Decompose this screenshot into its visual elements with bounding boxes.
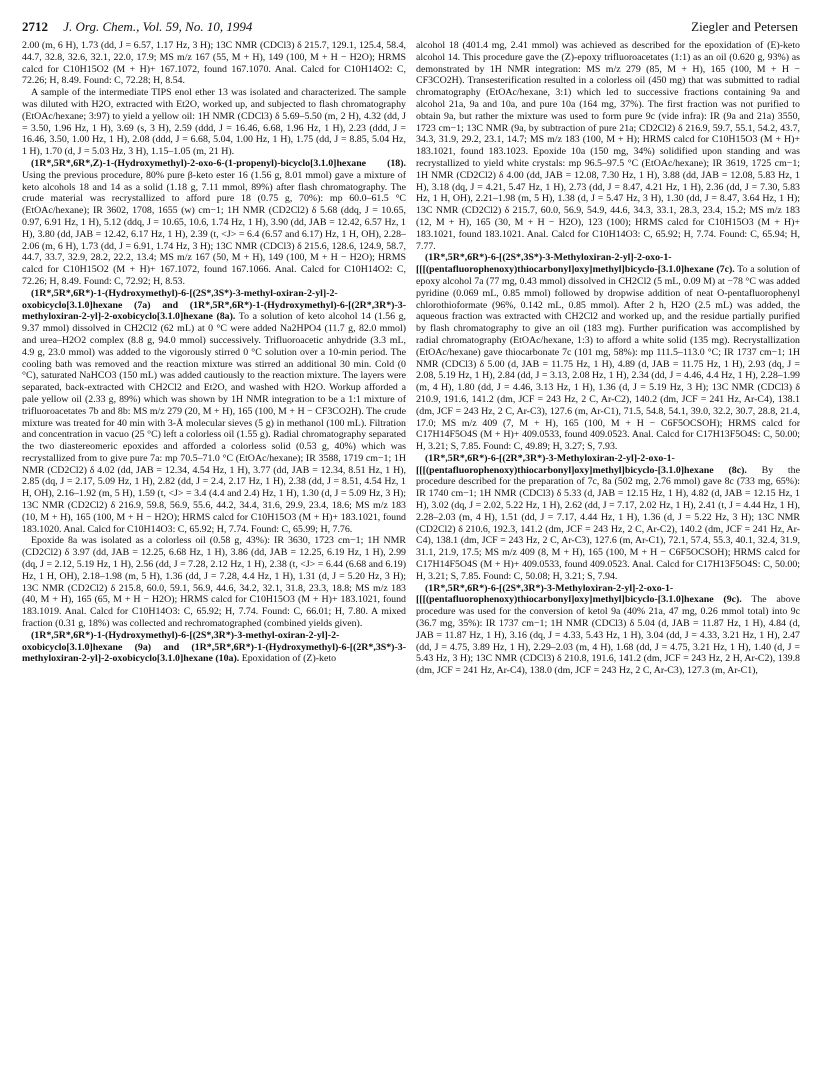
- compound-paragraph: [416, 453, 800, 583]
- compound-heading: (1R*,5R*,6R*)-1-(Hydroxymethyl)-6-[(2S*,3S*)-3-methyl-oxiran-2-yl]-2-oxobicyclo[3.1.0]hexane (7a) and (1R*,5R*,6R*)-1-(Hydroxymethyl)-6-[(2R*,3R*)-3-methyloxiran-2-yl]-2-oxobicyclo[3.1.0]hexane (8a).: [22, 287, 406, 323]
- compound-paragraph: [22, 288, 406, 536]
- journal-citation: J. Org. Chem., Vol. 59, No. 10, 1994: [63, 19, 253, 34]
- paragraph-body: Epoxidation of (Z)-keto: [239, 653, 337, 665]
- paragraph-body: By the procedure described for the preparation of 7c, 8a (502 mg, 2.76 mmol) gave 8c (733 mg, 65%): IR 1740 cm−1; 1H NMR (CDCl3) δ 5.33 (d, JAB = 12.15 Hz, 1 H), 4.82 (d, JAB = 12.15 Hz, 1 H), 3.02 (dq, J = 2.02, 5.22 Hz, 1 H), 2.62 (dd, J = 7.17, 2.02 Hz, 1 H), 2.41 (t, J = 4.44 Hz, 1 H), 2.28–2.03 (m, 4 H), 1.51 (dd, J = 7.17, 4.44 Hz, 1 H), 1.36 (d, J = 5.22 Hz, 3 H); 13C NMR (CD2Cl2) δ 210.6, 192.3, 141.2 (dm, JCF = 243 Hz, 2 C, Ar-C2), 140.2 (dm, JCF = 241 Hz, Ar-C4), 138.1 (dm, JCF = 243 Hz, 2 C, Ar-C3), 127.6 (m, Ar-C1), 72.1, 57.4, 55.3, 40.1, 32.4, 31.9, 31.1, 21.9, 17.5; MS m/z 409 (8, M + H), 165 (100, M + H − C6F5OCSOH); HRMS calcd for C17H14F5O4S (M + H)+ 409.0533, found 409.0523. Anal. Calcd for C17H13F5O4S: C, 50.00; H, 3.21; S, 7.85. Found: C, 50.08; H, 3.21; S, 7.94.: [416, 464, 800, 582]
- paragraph: alcohol 18 (401.4 mg, 2.41 mmol) was achieved as described for the epoxidation of (E)-keto alcohol 14. This procedure gave the (Z)-epoxy trifluoroacetates (1:1) as an oil (0.620 g, 93%) as demonstrated by 1H NMR integration: MS m/z 279 (85, M + H), 165 (100, M + H − CF3CO2H). Transesterification resulted in a colorless oil (450 mg) that was submitted to radial chromatography (EtOAc/hexane, 3:1) which led to successive fractions containing 9a and alcohol 21a, 9a and 10a, and pure 10a (164 mg, 37%). The first fraction was not purified to obtain 9a, but rather the mixture was used to form pure 9c (vide infra): IR (9a and 21a) 3550, 1723 cm−1; 13C NMR (9a, by subtraction of pure 21a; CD2Cl2) δ 216.9, 59.7, 55.1, 54.2, 43.7, 34.3, 31.9, 29.2, 23.1, 14.7; MS m/z 183 (100, M + H); HRMS calcd for C10H15O3 (M + H)+ 183.1021, found 183.1023. Epoxide 10a (150 mg, 34%) solidified upon standing and was recrystallized to yield white crystals: mp 96.5–97.5 °C (EtOAc/hexane); IR 3619, 1725 cm−1; 1H NMR (CD2Cl2) δ 4.00 (dd, JAB = 12.08, 7.30 Hz, 1 H), 3.88 (dd, JAB = 12.08, 5.83 Hz, 1 H), 3.18 (dq, J = 4.21, 5.47 Hz, 1 H), 2.73 (dd, J = 8.47, 4.21 Hz, 1 H), 2.36 (dd, J = 7.30, 5.83 Hz, 1 H, OH), 2.21–1.98 (m, 5 H), 1.38 (d, J = 5.47 Hz, 3 H), 1.30 (dd, J = 8.47, 3.64 Hz, 1 H); 13C NMR (CD2Cl2) δ 215.7, 60.0, 56.9, 54.9, 44.6, 34.3, 33.1, 28.3, 23.4, 15.2; MS m/z 183 (12, M + H), 165 (30, M + H − H2O), 123 (100); HRMS calcd for C10H15O3 (M + H)+ 183.1021, found 183.1021. Anal. Calcd for C10H14O3: C, 65.92; H, 7.74. Found: C, 65.94; H, 7.77.: [416, 40, 800, 252]
- right-column: [416, 40, 800, 1050]
- paragraph: Epoxide 8a was isolated as a colorless oil (0.58 g, 43%): IR 3630, 1723 cm−1; 1H NMR (CD2Cl2) δ 3.97 (dd, JAB = 12.25, 6.68 Hz, 1 H), 3.86 (dd, JAB = 12.25, 6.19 Hz, 1 H), 2.99 (dq, J = 2.12, 5.19 Hz, 1 H), 2.56 (dd, J = 7.28, 2.12 Hz, 1 H), 2.38 (t, <J> = 6.44 (6.68 and 6.19) Hz, 1 H, OH), 2.18–1.98 (m, 5 H), 1.36 (dd, J = 7.28, 4.4 Hz, 1 H), 1.31 (d, J = 5.20 Hz, 3 H); 13C NMR (CD2Cl2) δ 215.8, 60.0, 59.1, 56.9, 44.6, 34.2, 32.1, 31.8, 23.3, 18.8; MS m/z 183 (40, M + H), 165 (65, M + H − H2O); HRMS calcd for C10H15O3 (M + H)+ 183.1021, found 183.1019. Anal. Calcd for C10H14O3: C, 65.92; H, 7.74. Found: C, 66.01; H, 7.80. A mixed fraction (0.31 g, 18%) was collected and rechromatographed (combined yields given).: [22, 535, 406, 630]
- paragraph-body: The above procedure was used for the conversion of ketol 9a (40% 21a, 47 mg, 0.26 mmol total) into 9c (36.7 mg, 35%): IR 1737 cm−1; 1H NMR (CDCl3) δ 5.04 (d, JAB = 11.87 Hz, 1 H), 4.84 (d, JAB = 11.87 Hz, 1 H), 3.16 (dq, J = 4.33, 5.43 Hz, 1 H), 3.04 (dd, J = 4.33, 3.21 Hz, 1 H), 2.47 (dd, J = 4.75, 3.89 Hz, 1 H), 2.29–2.03 (m, 4 H), 1.68 (dd, J = 4.75, 3.21 Hz, 1 H), 1.40 (d, J = 5.43 Hz, 3 H); 13C NMR (CDCl3) δ 210.8, 191.6, 141.2 (dm, JCF = 243 Hz, 2 H, Ar-C2), 139.8 (dm, JCF = 241 Hz, Ar-C4), 138.0 (dm, JCF = 243 Hz, 2 C, Ar-C3), 127.3 (m, Ar-C1),: [416, 594, 800, 677]
- page-header: [22, 18, 798, 36]
- compound-heading: (1R*,5R*,6R*,Z)-1-(Hydroxymethyl)-2-oxo-6-(1-propenyl)-bicyclo[3.1.0]hexane (18).: [31, 157, 406, 169]
- compound-paragraph: [22, 158, 406, 288]
- paragraph-body: Using the previous procedure, 80% pure β-keto ester 16 (1.56 g, 8.01 mmol) gave a mixture of keto alcohols 18 and 14 as a solid (1.18 g, 7.11 mmol, 89%) after flash chromatography. The crude material was recrystallized to afford pure 18 (0.75 g, 70%): mp 60.0–61.5 °C (EtOAc/hexane); IR 3602, 1708, 1655 (w) cm−1; 1H NMR (CD2Cl2) δ 5.68 (ddq, J = 10.65, 0.97, 6.91 Hz, 1 H), 5.12 (ddq, J = 10.65, 10.6, 1.74 Hz, 1 H), 3.90 (dd, JAB = 12.42, 6.57 Hz, 1 H), 3.80 (dd, JAB = 12.42, 6.17 Hz, 1 H), 2.39 (t, <J> = 6.4 (6.57 and 6.17) Hz, 1 H, OH), 2.28–2.06 (m, 6 H), 1.73 (dd, J = 6.91, 1.74 Hz, 3 H); 13C NMR (CDCl3) δ 215.6, 128.6, 124.9, 58.7, 44.7, 33.7, 32.9, 28.2, 22.2, 13.4; MS m/z 167 (50, M + H), 149 (100, M + H − H2O); HRMS calcd for C10H15O2 (M + H)+ 167.1072, found 167.1066. Anal. Calcd for C10H14O2: C, 72.26; H, 8.49. Found: C, 72.92; H, 8.53.: [22, 169, 406, 287]
- compound-heading: (1R*,5R*,6R*)-6-[(2S*,3S*)-3-Methyloxiran-2-yl]-2-oxo-1-[[[(pentafluorophenoxy)thiocarbonyl]oxy]methyl]bicyclo-[3.1.0]hexane (7c).: [416, 252, 735, 276]
- page-number: 2712: [22, 19, 48, 34]
- paragraph: A sample of the intermediate TIPS enol ether 13 was isolated and characterized. The sample was diluted with H2O, extracted with Et2O, worked up, and subjected to flash chromatography (EtOAc/hexane; 3:97) to yield a yellow oil: 1H NMR (CDCl3) δ 5.69–5.50 (m, 2 H), 4.32 (dd, J = 3.50, 1.96 Hz, 1 H), 3.69 (s, 3 H), 2.59 (ddd, J = 16.46, 6.68, 1.96 Hz, 1 H), 2.23 (ddd, J = 16.46, 3.50, 1.00 Hz, 1 H), 2.08 (ddd, J = 6.68, 5.04, 1.00 Hz, 1 H), 1.75 (dd, J = 8.85, 5.04 Hz, 1 H), 1.70 (d, J = 5.03 Hz, 3 H), 1.15–1.05 (m, 21 H).: [22, 87, 406, 158]
- compound-heading: (1R*,5R*,6R*)-6-[(2S*,3R*)-3-Methyloxiran-2-yl]-2-oxo-1-[[[(pentafluorophenoxy)thiocarbonyl]oxy]methyl]bicyclo-[3.1.0]hexane (9c).: [416, 582, 742, 606]
- paragraph-body: To a solution of epoxy alcohol 7a (77 mg, 0.43 mmol) dissolved in CH2Cl2 (5 mL, 0.09 M) at −78 °C was added pyridine (0.069 mL, 0.85 mmol) followed by dropwise addition of neat O-pentafluorophenyl chlorothioformate (96%, 0.142 mL, 0.85 mmol). After 2 h, H2O (2.5 mL) was added, the aqueous fraction was extracted with CH2Cl2 and worked up, and the residue partially purified by flash chromatography to give an oil (183 mg). Further purification was accomplished by radial chromatography (EtOAc/hexane, 1:3) to afford a white solid (135 mg). Recrystallization (EtOAc/hexane) gave thiocarbonate 7c (101 mg, 58%): mp 111.5–113.0 °C; IR 1737 cm−1; 1H NMR (CDCl3) δ 5.00 (d, JAB = 11.75 Hz, 1 H), 4.89 (d, JAB = 11.75 Hz, 1 H), 2.93 (dq, J = 2.08, 5.19 Hz, 1 H), 2.84 (dd, J = 3.13, 2.08 Hz, 1 H), 2.34 (dd, J = 4.46, 4.4 Hz, 1 H), 2.28–1.99 (m, 4 H), 1.80 (dd, J = 4.46, 3.13 Hz, 1 H), 1.36 (d, J = 5.19 Hz, 3 H); 13C NMR (CDCl3) δ 210.9, 191.6, 141.2 (dm, JCF = 243 Hz, 2 C, Ar-C2), 140.2 (dm, JCF = 241 Hz, Ar-C4), 138.1 (dm, JCF = 243 Hz, 2 C, Ar-C3), 127.6 (m, Ar-C1), 71.5, 54.8, 54.1, 39.0, 32.2, 30.7, 28.8, 21.4, 17.0; MS m/z 409 (7, M + H), 165 (100, M + H − C6F5OCSOH); HRMS calcd for C17H14F5O4S (M + H)+ 409.0533, found 409.0523. Anal. Calcd for C17H13F5O4S: C, 50.00; H, 3.21; S, 7.85. Found: C, 49.89; H, 3.27; S, 7.93.: [416, 264, 800, 453]
- compound-paragraph: [416, 583, 800, 677]
- compound-heading: (1R*,5R*,6R*)-1-(Hydroxymethyl)-6-[(2S*,3R*)-3-methyl-oxiran-2-yl]-2-oxobicyclo[3.1.0]hexane (9a) and (1R*,5R*,6R*)-1-(Hydroxymethyl)-6-[(2R*,3S*)-3-methyloxiran-2-yl]-2-oxobicyclo[3.1.0]hexane (10a).: [22, 629, 406, 665]
- running-authors: Ziegler and Petersen: [691, 19, 798, 34]
- paragraph-body: To a solution of keto alcohol 14 (1.56 g, 9.37 mmol) dissolved in CH2Cl2 (62 mL) at 0 °C were added Na2HPO4 (11.7 g, 82.0 mmol) and urea–H2O2 complex (8.8 g, 94.0 mmol) successively. Trifluoroacetic anhydride (3.3 mL, 4.9 g, 23.0 mmol) was added to the vigorously stirred 0 °C solution over a 10-min period. The cooling bath was removed and the reaction mixture was stirred an additional 30 min. Cold (0 °C), saturated NaHCO3 (150 mL) was added cautiously to the reaction mixture. The layers were separated, back-extracted with CH2Cl2 and Et2O, and washed with H2O. Workup afforded a pale yellow oil (2.33 g, 89%) which was shown by 1H NMR integration to be a 1:1 mixture of trifluoroacetates 7b and 8b: MS m/z 279 (20, M + H), 165 (100, M + H − CF3CO2H). The crude mixture was treated for 40 min with 3-Å molecular sieves (5 g) in methanol (100 mL). Filtration and concentration in vacuo (25 °C) left a colorless oil (1.55 g). Radial chromatography separated the two diastereomeric epoxides and afforded a colorless solid (0.53 g, 40%) which was recrystallized from to give pure 7a: mp 70.5–71.0 °C (EtOAc/hexane); IR 3588, 1719 cm−1; 1H NMR (CD2Cl2) δ 4.02 (dd, JAB = 12.34, 4.54 Hz, 1 H), 3.77 (dd, JAB = 12.34, 8.51 Hz, 1 H), 2.85 (dq, J = 2.17, 5.09 Hz, 1 H), 2.82 (dd, J = 2.4, 2.17 Hz, 1 H), 2.38 (dd, J = 8.51, 4.54 Hz, 1 H, OH), 2.16–1.92 (m, 5 H), 1.59 (t, <J> = 3.4 (4.4 and 2.4) Hz, 1 H), 1.30 (d, J = 5.09 Hz, 3 H); 13C NMR (CD2Cl2) δ 216.9, 59.8, 56.9, 55.6, 44.2, 34.4, 31.6, 29.9, 23.4, 18.6; MS m/z 183 (10, M + H), 165 (100, M + H − H2O); HRMS calcd for C10H15O3 (M + H)+ 183.1021, found 183.1020. Anal. Calcd for C10H14O3: C, 65.92; H, 7.74. Found: C, 65.99; H, 7.76.: [22, 311, 406, 535]
- compound-paragraph: [416, 252, 800, 453]
- compound-paragraph: [22, 630, 406, 665]
- left-column: [22, 40, 406, 1050]
- paragraph: 2.00 (m, 6 H), 1.73 (dd, J = 6.57, 1.17 Hz, 3 H); 13C NMR (CDCl3) δ 215.7, 129.1, 125.4, 58.4, 44.7, 32.8, 32.6, 32.1, 22.0, 17.9; MS m/z 167 (55, M + H), 149 (100, M + H − H2O); HRMS calcd for C10H15O2 (M + H)+ 167.1072, found 167.1070. Anal. Calcd for C10H14O2: C, 72.26; H, 8.49. Found: C, 72.28; H, 8.54.: [22, 40, 406, 87]
- compound-heading: (1R*,5R*,6R*)-6-[(2R*,3R*)-3-Methyloxiran-2-yl]-2-oxo-1-[[[(pentafluorophenoxy)thiocarbonyl]oxy]methyl]bicyclo-[3.1.0]hexane (8c).: [416, 452, 747, 476]
